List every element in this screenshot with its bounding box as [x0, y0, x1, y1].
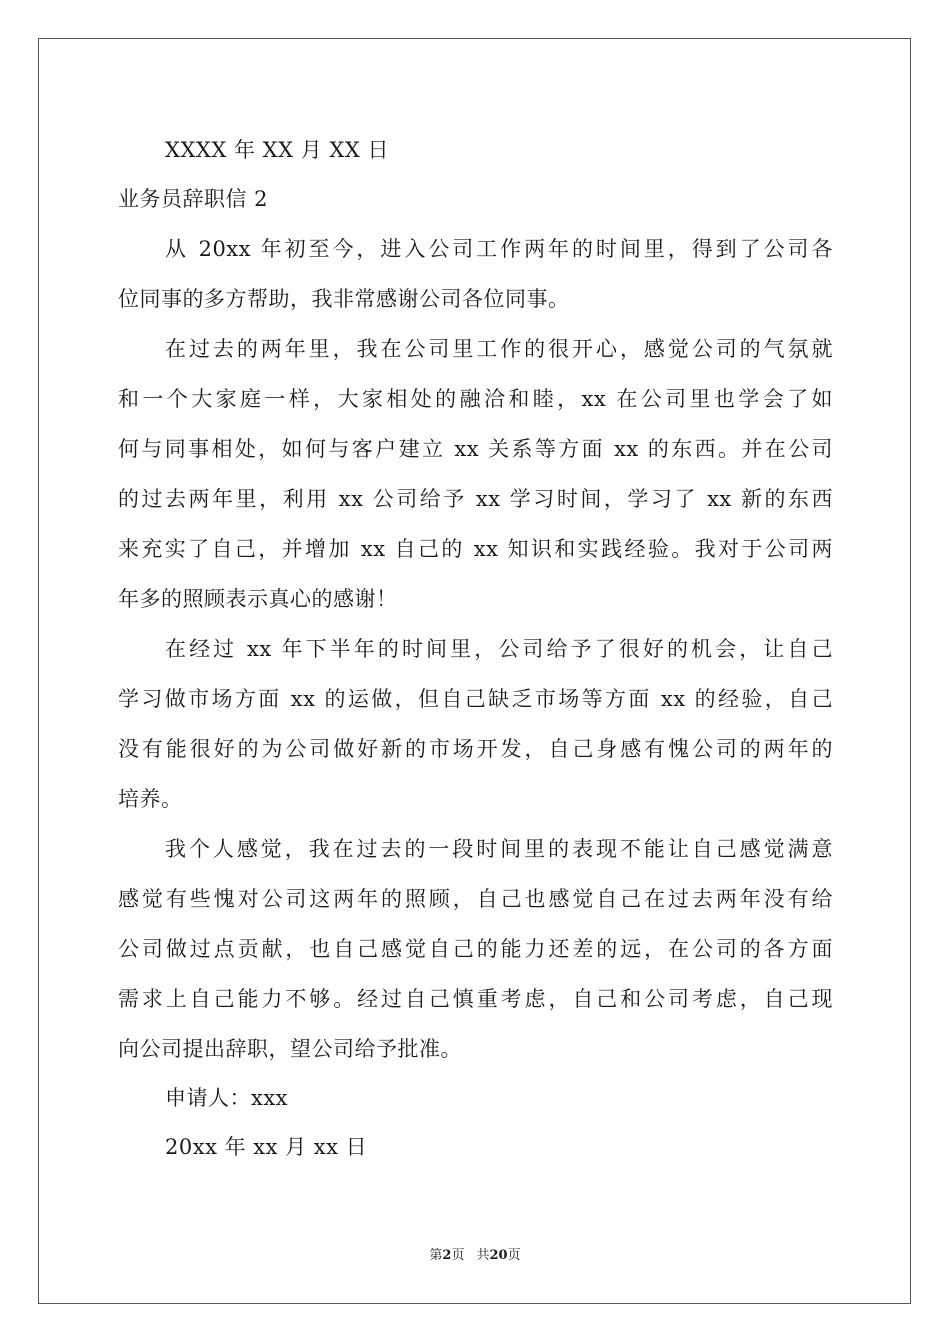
total-unit: 页	[507, 1248, 521, 1263]
paragraph-1-line-1: 从 20xx 年初至今，进入公司工作两年的时间里，得到了公司各	[165, 237, 833, 261]
paragraph-2-line-3: 何与同事相处，如何与客户建立 xx 关系等方面 xx 的东西。并在公司	[118, 437, 833, 461]
page-total: 20	[489, 1248, 508, 1263]
paragraph-2-line-6: 年多的照顾表示真心的感谢！	[118, 587, 398, 611]
closing-date: 20xx 年 xx 月 xx 日	[165, 1135, 368, 1159]
paragraph-4-line-4: 需求上自己能力不够。经过自己慎重考虑，自己和公司考虑，自己现	[118, 987, 833, 1011]
letter-title: 业务员辞职信 2	[118, 187, 269, 211]
paragraph-4-line-2: 感觉有些愧对公司这两年的照顾，自己也感觉自己在过去两年没有给	[118, 887, 833, 911]
paragraph-2-line-1: 在过去的两年里，我在公司里工作的很开心，感觉公司的气氛就	[165, 337, 833, 361]
paragraph-2-line-2: 和一个大家庭一样，大家相处的融洽和睦，xx 在公司里也学会了如	[118, 387, 833, 411]
total-prefix: 共	[476, 1248, 490, 1263]
page-prefix: 第	[429, 1248, 443, 1263]
paragraph-3-line-1: 在经过 xx 年下半年的时间里，公司给予了很好的机会，让自己	[165, 637, 833, 661]
header-date: XXXX 年 XX 月 XX 日	[165, 138, 389, 162]
page-unit: 页	[451, 1248, 465, 1263]
paragraph-3-line-3: 没有能很好的为公司做好新的市场开发，自己身感有愧公司的两年的	[118, 737, 833, 761]
page-border	[38, 38, 911, 1304]
paragraph-4-line-1: 我个人感觉，我在过去的一段时间里的表现不能让自己感觉满意	[165, 837, 833, 861]
paragraph-2-line-4: 的过去两年里，利用 xx 公司给予 xx 学习时间，学习了 xx 新的东西	[118, 487, 833, 511]
page-footer	[0, 1248, 950, 1264]
applicant-line: 申请人：xxx	[165, 1086, 289, 1110]
page-current: 2	[442, 1248, 452, 1263]
paragraph-2-line-5: 来充实了自己，并增加 xx 自己的 xx 知识和实践经验。我对于公司两	[118, 537, 833, 561]
paragraph-3-line-2: 学习做市场方面 xx 的运做，但自己缺乏市场等方面 xx 的经验，自己	[118, 687, 833, 711]
paragraph-4-line-5: 向公司提出辞职，望公司给予批准。	[118, 1037, 462, 1061]
paragraph-1-line-2: 位同事的多方帮助，我非常感谢公司各位同事。	[118, 287, 570, 311]
paragraph-4-line-3: 公司做过点贡献，也自己感觉自己的能力还差的远，在公司的各方面	[118, 937, 833, 961]
paragraph-3-line-4: 培养。	[118, 787, 183, 811]
